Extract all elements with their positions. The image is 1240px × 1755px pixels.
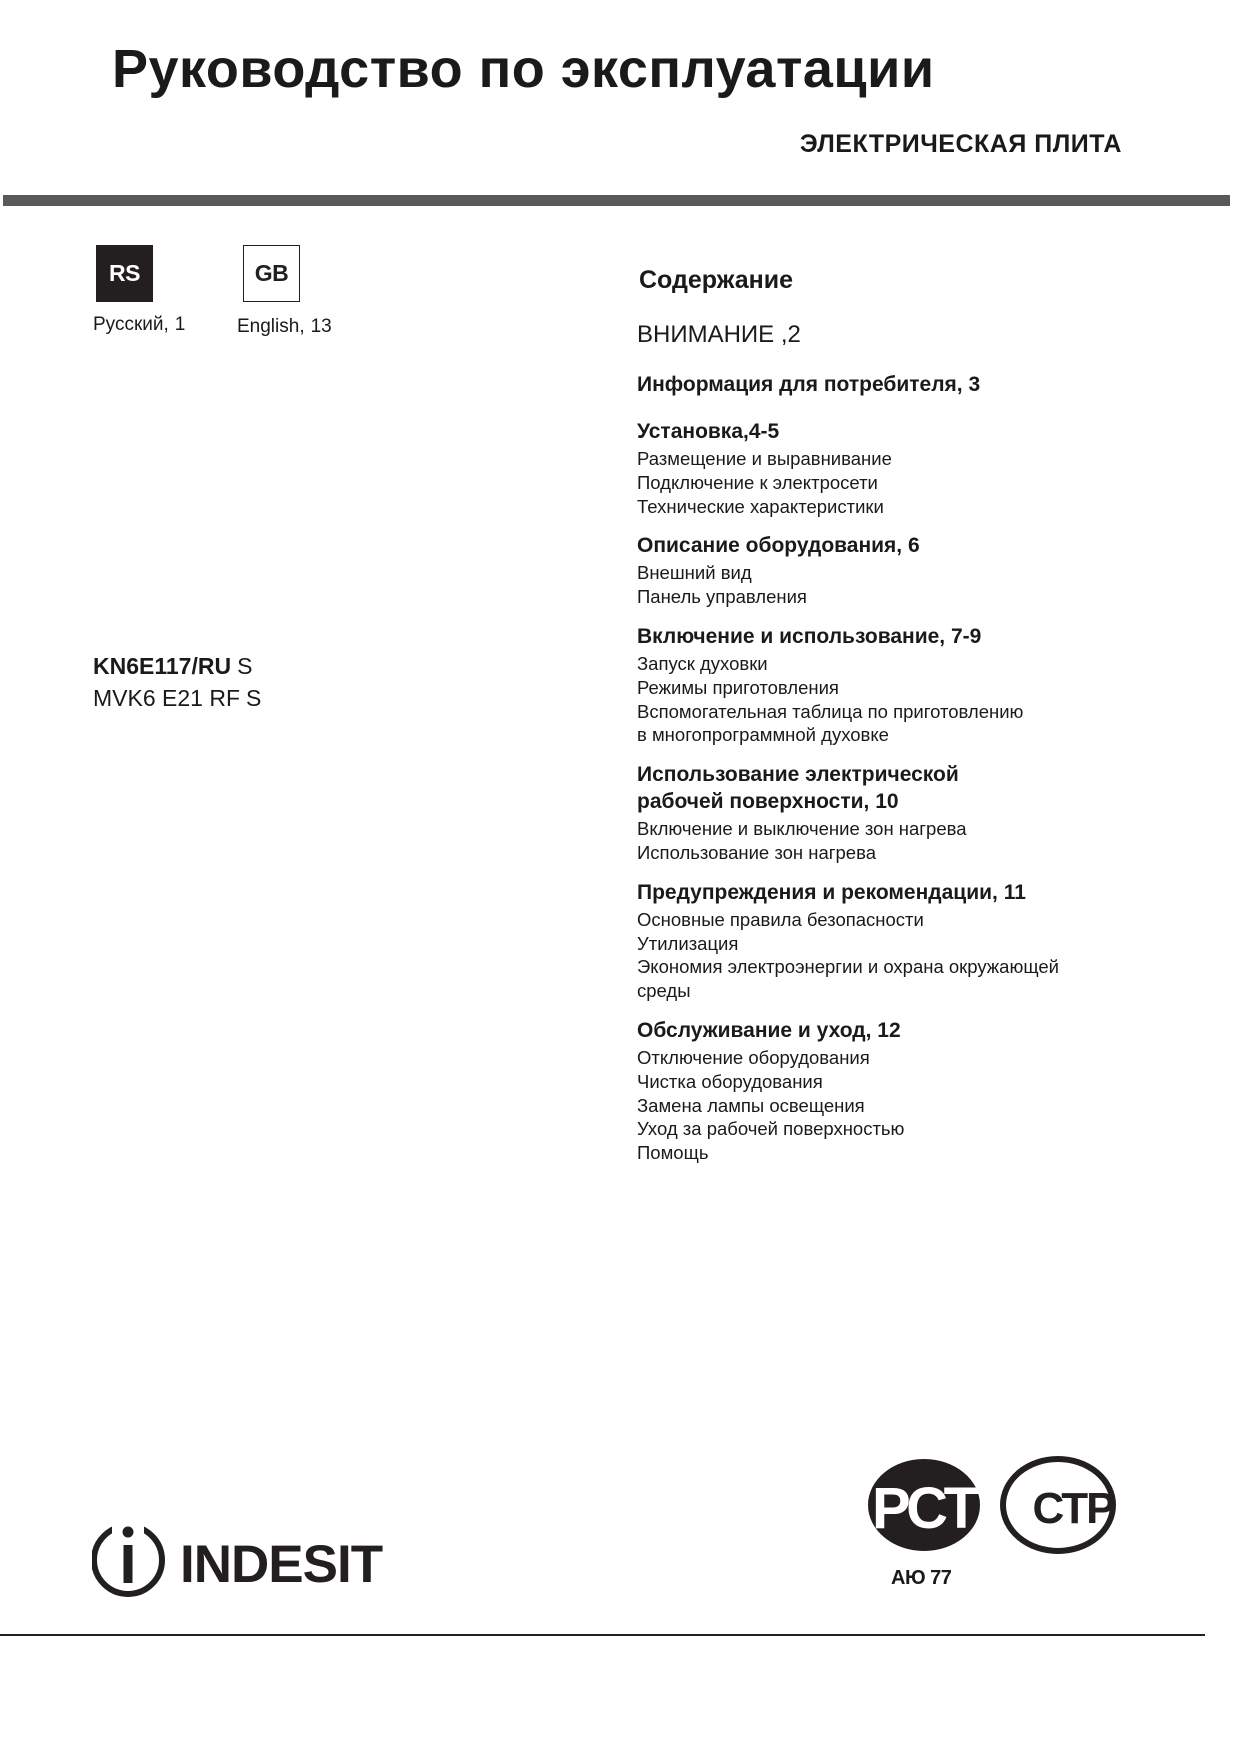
language-label: Русский, 1: [93, 314, 186, 335]
toc-section: [637, 879, 1197, 1003]
toc-item[interactable]: Использование зон нагрева: [637, 841, 876, 863]
toc-sections: [637, 371, 1197, 1165]
toc-section: [637, 371, 1197, 398]
toc-item[interactable]: Технические характеристики: [637, 495, 884, 517]
toc-section: [637, 532, 1197, 609]
product-type: ЭЛЕКТРИЧЕСКАЯ ПЛИТА: [799, 130, 1122, 158]
toc-item[interactable]: Помощь: [637, 1142, 709, 1164]
toc-item[interactable]: Внешний вид: [637, 562, 752, 584]
toc-section: [637, 1017, 1197, 1165]
toc-item[interactable]: Отключение оборудования: [637, 1046, 870, 1068]
toc-section-title[interactable]: Установка,4-5: [637, 420, 780, 443]
str-mark-icon: [1003, 1459, 1114, 1551]
language-english[interactable]: [237, 245, 332, 338]
toc-item[interactable]: Чистка оборудования: [637, 1070, 823, 1092]
page-title: Руководство по эксплуатации: [112, 39, 935, 99]
toc-item[interactable]: в многопрограммной духовке: [637, 724, 889, 746]
toc-section-title[interactable]: Описание оборудования, 6: [637, 534, 920, 558]
toc-item[interactable]: Вспомогательная таблица по приготовлению: [637, 700, 1024, 722]
header-divider: [3, 195, 1230, 206]
toc-section-title[interactable]: Использование электрической рабочей поверхности, 10: [637, 763, 959, 814]
toc-section-title[interactable]: Информация для потребителя, 3: [637, 373, 981, 396]
toc-section: [637, 418, 1197, 518]
footer-divider: [0, 1634, 1205, 1636]
table-of-contents: [637, 266, 1197, 1179]
svg-text:INDESIT: INDESIT: [180, 1535, 383, 1594]
toc-warning-entry[interactable]: ВНИМАНИЕ ,2: [637, 321, 801, 348]
toc-item[interactable]: Режимы приготовления: [637, 676, 839, 698]
toc-section-title[interactable]: Предупреждения и рекомендации, 11: [637, 880, 1026, 904]
indesit-logo: [92, 1515, 392, 1610]
toc-item[interactable]: Запуск духовки: [637, 652, 768, 674]
indesit-logo-icon: [92, 1515, 392, 1605]
rst-mark-icon: [868, 1459, 980, 1551]
toc-item[interactable]: Размещение и выравнивание: [637, 448, 892, 469]
toc-item[interactable]: Экономия электроэнергии и охрана окружающей: [637, 956, 1059, 978]
toc-item[interactable]: Подключение к электросети: [637, 471, 878, 493]
model-list: [93, 650, 261, 714]
certification-code: АЮ 77: [891, 1567, 952, 1589]
language-russian[interactable]: [93, 245, 186, 336]
toc-item[interactable]: Замена лампы освещения: [637, 1094, 865, 1116]
toc-section-title[interactable]: Включение и использование, 7-9: [637, 624, 982, 648]
certification-marks: [860, 1448, 1130, 1569]
language-code-badge: GB: [243, 245, 300, 302]
toc-item[interactable]: Панель управления: [637, 586, 807, 608]
toc-item[interactable]: Основные правила безопасности: [637, 908, 924, 930]
toc-heading: Содержание: [639, 266, 794, 294]
model-name: KN6E117/RU S: [93, 653, 253, 679]
toc-item[interactable]: среды: [637, 980, 691, 1002]
toc-section: [637, 761, 1197, 865]
toc-item[interactable]: Утилизация: [637, 932, 739, 954]
language-code-badge: RS: [96, 245, 153, 302]
model-name: MVK6 E21 RF S: [93, 685, 262, 711]
toc-item[interactable]: Уход за рабочей поверхностью: [637, 1118, 905, 1140]
toc-section: [637, 623, 1197, 747]
svg-text:СТР: СТР: [1032, 1484, 1114, 1533]
toc-section-title[interactable]: Обслуживание и уход, 12: [637, 1018, 901, 1042]
toc-item[interactable]: Включение и выключение зон нагрева: [637, 818, 967, 840]
svg-text:РСТ: РСТ: [871, 1476, 977, 1541]
language-label: English, 13: [237, 316, 332, 337]
